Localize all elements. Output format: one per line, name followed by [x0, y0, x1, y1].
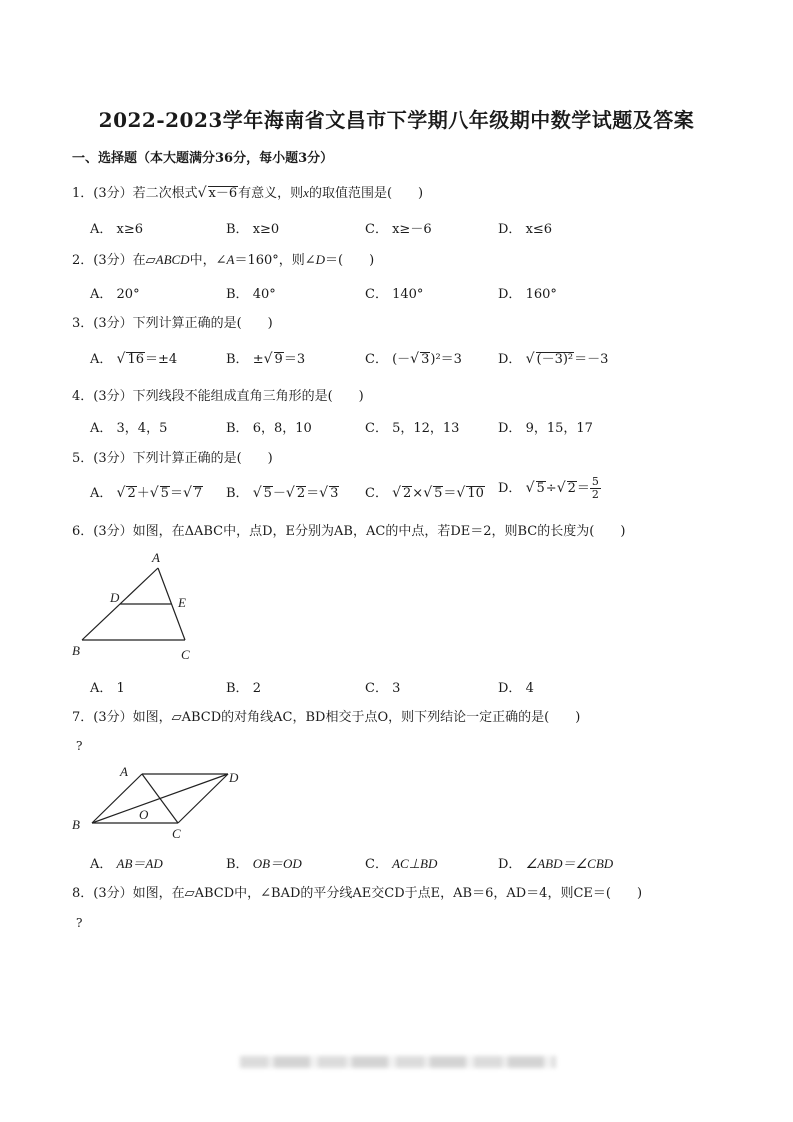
sqrt-icon: √ [197, 185, 207, 201]
option-letter: B． [226, 222, 249, 237]
radicand: 5 [536, 481, 545, 497]
q1-option-d[interactable] [498, 218, 552, 237]
option-letter: C． [365, 421, 388, 436]
label-b: B [72, 643, 80, 658]
option-letter: B． [226, 421, 249, 436]
equals: ＝ [306, 486, 320, 501]
page-title: 2022-2023学年海南省文昌市下学期八年级期中数学试题及答案 [98, 108, 695, 132]
parallelogram-abcd-figure [68, 762, 248, 842]
q7-option-d[interactable] [498, 853, 613, 872]
q1-prefix: 1．(3分）若二次根式 [72, 186, 198, 201]
label-d: D [110, 590, 120, 605]
label-d: D [229, 770, 239, 785]
option-letter: D． [498, 352, 522, 367]
q1-option-a[interactable] [90, 218, 143, 237]
option-letter: D． [498, 681, 522, 696]
radicand: 5 [160, 486, 169, 501]
option-letter: B． [226, 287, 249, 302]
option-text: ∠ABD＝∠CBD [525, 856, 614, 871]
label-c: C [181, 647, 190, 662]
question-4-stem: 4．(3分）下列线段不能组成直角三角形的是( ) [72, 389, 364, 404]
denominator: 2 [591, 488, 599, 502]
q7-option-c[interactable] [365, 853, 437, 872]
label-e: E [178, 595, 186, 610]
sqrt-icon: √ [556, 480, 566, 497]
question-1-stem [72, 182, 423, 201]
option-letter: D． [498, 481, 522, 497]
radicand: 10 [467, 486, 484, 501]
question-7-stem: 7．(3分）如图，▱ABCD的对角线AC，BD相交于点O，则下列结论一定正确的是( ) [72, 710, 581, 725]
option-letter: B． [226, 486, 249, 501]
option-text: 3 [392, 681, 401, 696]
option-text: OB＝OD [252, 856, 302, 871]
q2-option-b[interactable] [226, 283, 276, 302]
parallelogram-icon: ▱ [145, 253, 156, 268]
option-letter: A． [90, 287, 113, 302]
equals: ＝ [169, 486, 183, 501]
radicand: 2 [403, 486, 412, 501]
fraction [590, 476, 601, 501]
option-letter: C． [365, 486, 388, 501]
option-text: 140° [392, 287, 424, 302]
q4-option-c[interactable] [365, 417, 459, 436]
question-5-stem: 5．(3分）下列计算正确的是( ) [72, 451, 273, 466]
q1-suffix2: 的取值范围是( ) [308, 186, 424, 201]
option-letter: C． [365, 352, 388, 367]
q5-option-d[interactable] [498, 476, 601, 501]
option-letter: C． [365, 681, 388, 696]
q6-option-a[interactable] [90, 677, 125, 696]
label-a: A [120, 764, 128, 779]
option-text: 5，12，13 [392, 421, 460, 436]
option-letter: B． [226, 681, 249, 696]
q3-a-radicand: 16 [127, 352, 144, 367]
q6-option-c[interactable] [365, 677, 400, 696]
option-letter: D． [498, 857, 522, 872]
option-text: x≥－6 [392, 222, 432, 237]
q2-val: ＝160°，则∠ [234, 253, 316, 268]
option-text: AB＝AD [116, 856, 163, 871]
radicand: 2 [127, 486, 136, 501]
label-a: A [152, 550, 160, 565]
q2-prefix: 2．(3分）在 [72, 253, 146, 268]
q3-b-rest: ＝3 [283, 352, 306, 367]
label-o: O [139, 807, 149, 822]
option-text: 3，4，5 [116, 421, 168, 436]
radicand: 5 [434, 486, 443, 501]
q3-option-c[interactable] [365, 348, 462, 367]
q3-a-rest: ＝±4 [145, 352, 178, 367]
question-3-stem: 3．(3分）下列计算正确的是( ) [72, 316, 273, 331]
operator: ＋ [136, 486, 150, 501]
q1-option-b[interactable] [226, 218, 279, 237]
option-text: 160° [525, 287, 557, 302]
option-letter: A． [90, 421, 113, 436]
q3-c-rest: )²＝3 [430, 352, 462, 367]
sqrt-icon: √ [456, 485, 466, 501]
label-c: C [172, 826, 181, 841]
option-letter: C． [365, 857, 388, 872]
option-text: x≥6 [116, 222, 144, 237]
q8-question-mark: ? [76, 916, 83, 930]
equals: ＝ [443, 486, 457, 501]
option-text: 6，8，10 [252, 421, 312, 436]
option-letter: D． [498, 421, 522, 436]
option-letter: A． [90, 681, 113, 696]
q5-option-b[interactable] [226, 482, 339, 501]
option-letter: A． [90, 486, 113, 501]
option-text: 9，15，17 [525, 421, 593, 436]
q1-var: x [303, 185, 309, 200]
triangle-abc-figure [68, 548, 208, 664]
q3-d-rest: ＝－3 [574, 352, 609, 367]
radicand: 3 [330, 486, 339, 501]
q4-option-d[interactable] [498, 417, 593, 436]
option-letter: A． [90, 352, 113, 367]
sqrt-icon: √ [410, 351, 420, 367]
radicand: 5 [263, 486, 272, 501]
q3-option-d[interactable] [498, 348, 608, 367]
q7-option-a[interactable] [90, 853, 163, 872]
question-8-stem: 8．(3分）如图，在▱ABCD中，∠BAD的平分线AE交CD于点E，AB＝6，AD＝4，则CE＝( ) [72, 886, 643, 901]
option-letter: A． [90, 857, 113, 872]
option-text: x≥0 [252, 222, 280, 237]
q7-question-mark: ? [76, 739, 83, 753]
sqrt-icon: √ [263, 351, 273, 367]
option-letter: B． [226, 352, 249, 367]
operator: × [412, 486, 424, 501]
option-text: 2 [252, 681, 261, 696]
option-letter: A． [90, 222, 113, 237]
sqrt-icon: √ [182, 485, 192, 501]
q6-option-d[interactable] [498, 677, 534, 696]
option-letter: B． [226, 857, 249, 872]
sqrt-icon: √ [116, 351, 126, 367]
q2-angle-d: D [315, 252, 326, 267]
numerator: 5 [591, 475, 599, 488]
q3-option-a[interactable] [90, 348, 177, 367]
option-letter: C． [365, 287, 388, 302]
option-text: 40° [252, 287, 276, 302]
segment-ab [92, 774, 142, 823]
q2-mid: 中，∠ [189, 253, 227, 268]
q6-option-b[interactable] [226, 677, 261, 696]
option-text: x≤6 [525, 222, 553, 237]
option-text: AC⊥BD [392, 856, 438, 871]
sqrt-icon: √ [285, 485, 295, 501]
q3-b-radicand: 9 [274, 352, 283, 367]
q7-option-b[interactable] [226, 853, 302, 872]
option-text: 4 [525, 681, 534, 696]
q1-radicand: x－6 [208, 186, 238, 201]
q5-option-c[interactable] [365, 482, 485, 501]
q4-option-a[interactable] [90, 417, 167, 436]
question-2-stem [72, 249, 374, 268]
q3-b-pre: ± [252, 352, 264, 367]
label-b: B [72, 817, 80, 832]
q1-option-c[interactable] [365, 218, 432, 237]
sqrt-icon: √ [525, 351, 535, 367]
sqrt-icon: √ [392, 485, 402, 501]
q2-option-c[interactable] [365, 283, 423, 302]
question-6-stem: 6．(3分）如图，在ΔABC中，点D，E分别为AB，AC的中点，若DE＝2，则BC的长度为( ) [72, 524, 626, 539]
q2-abcd: ABCD [155, 252, 190, 267]
diagonal-bd [92, 774, 228, 823]
q2-angle-a: A [226, 252, 235, 267]
option-text: 20° [116, 287, 140, 302]
equals: ＝ [576, 481, 590, 497]
radicand: 2 [296, 486, 306, 501]
q3-d-radicand: (－3)² [536, 352, 574, 367]
sqrt-icon: √ [423, 485, 433, 501]
q1-suffix: 有意义，则 [238, 186, 304, 201]
option-text: 1 [116, 681, 125, 696]
sqrt-icon: √ [149, 485, 159, 501]
operator: ÷ [545, 481, 557, 497]
q5-option-a[interactable] [90, 482, 203, 501]
option-letter: D． [498, 287, 522, 302]
q3-c-radicand: 3 [421, 352, 430, 367]
section-heading: 一、选择题（本大题满分36分，每小题3分） [72, 151, 334, 166]
segment-cd [178, 774, 228, 823]
footer-watermark [240, 1056, 556, 1068]
operator: － [272, 486, 286, 501]
sqrt-icon: √ [252, 485, 262, 501]
sqrt-icon: √ [525, 480, 535, 497]
q3-option-b[interactable] [226, 348, 305, 367]
radicand: 2 [567, 481, 576, 497]
q2-option-a[interactable] [90, 283, 140, 302]
sqrt-icon: √ [116, 485, 126, 501]
q3-c-pre: (－ [392, 352, 411, 367]
q4-option-b[interactable] [226, 417, 312, 436]
radicand: 7 [193, 486, 203, 501]
q2-end: ＝( ) [325, 253, 375, 268]
option-letter: D． [498, 222, 522, 237]
sqrt-icon: √ [319, 485, 329, 501]
option-letter: C． [365, 222, 388, 237]
q2-option-d[interactable] [498, 283, 557, 302]
